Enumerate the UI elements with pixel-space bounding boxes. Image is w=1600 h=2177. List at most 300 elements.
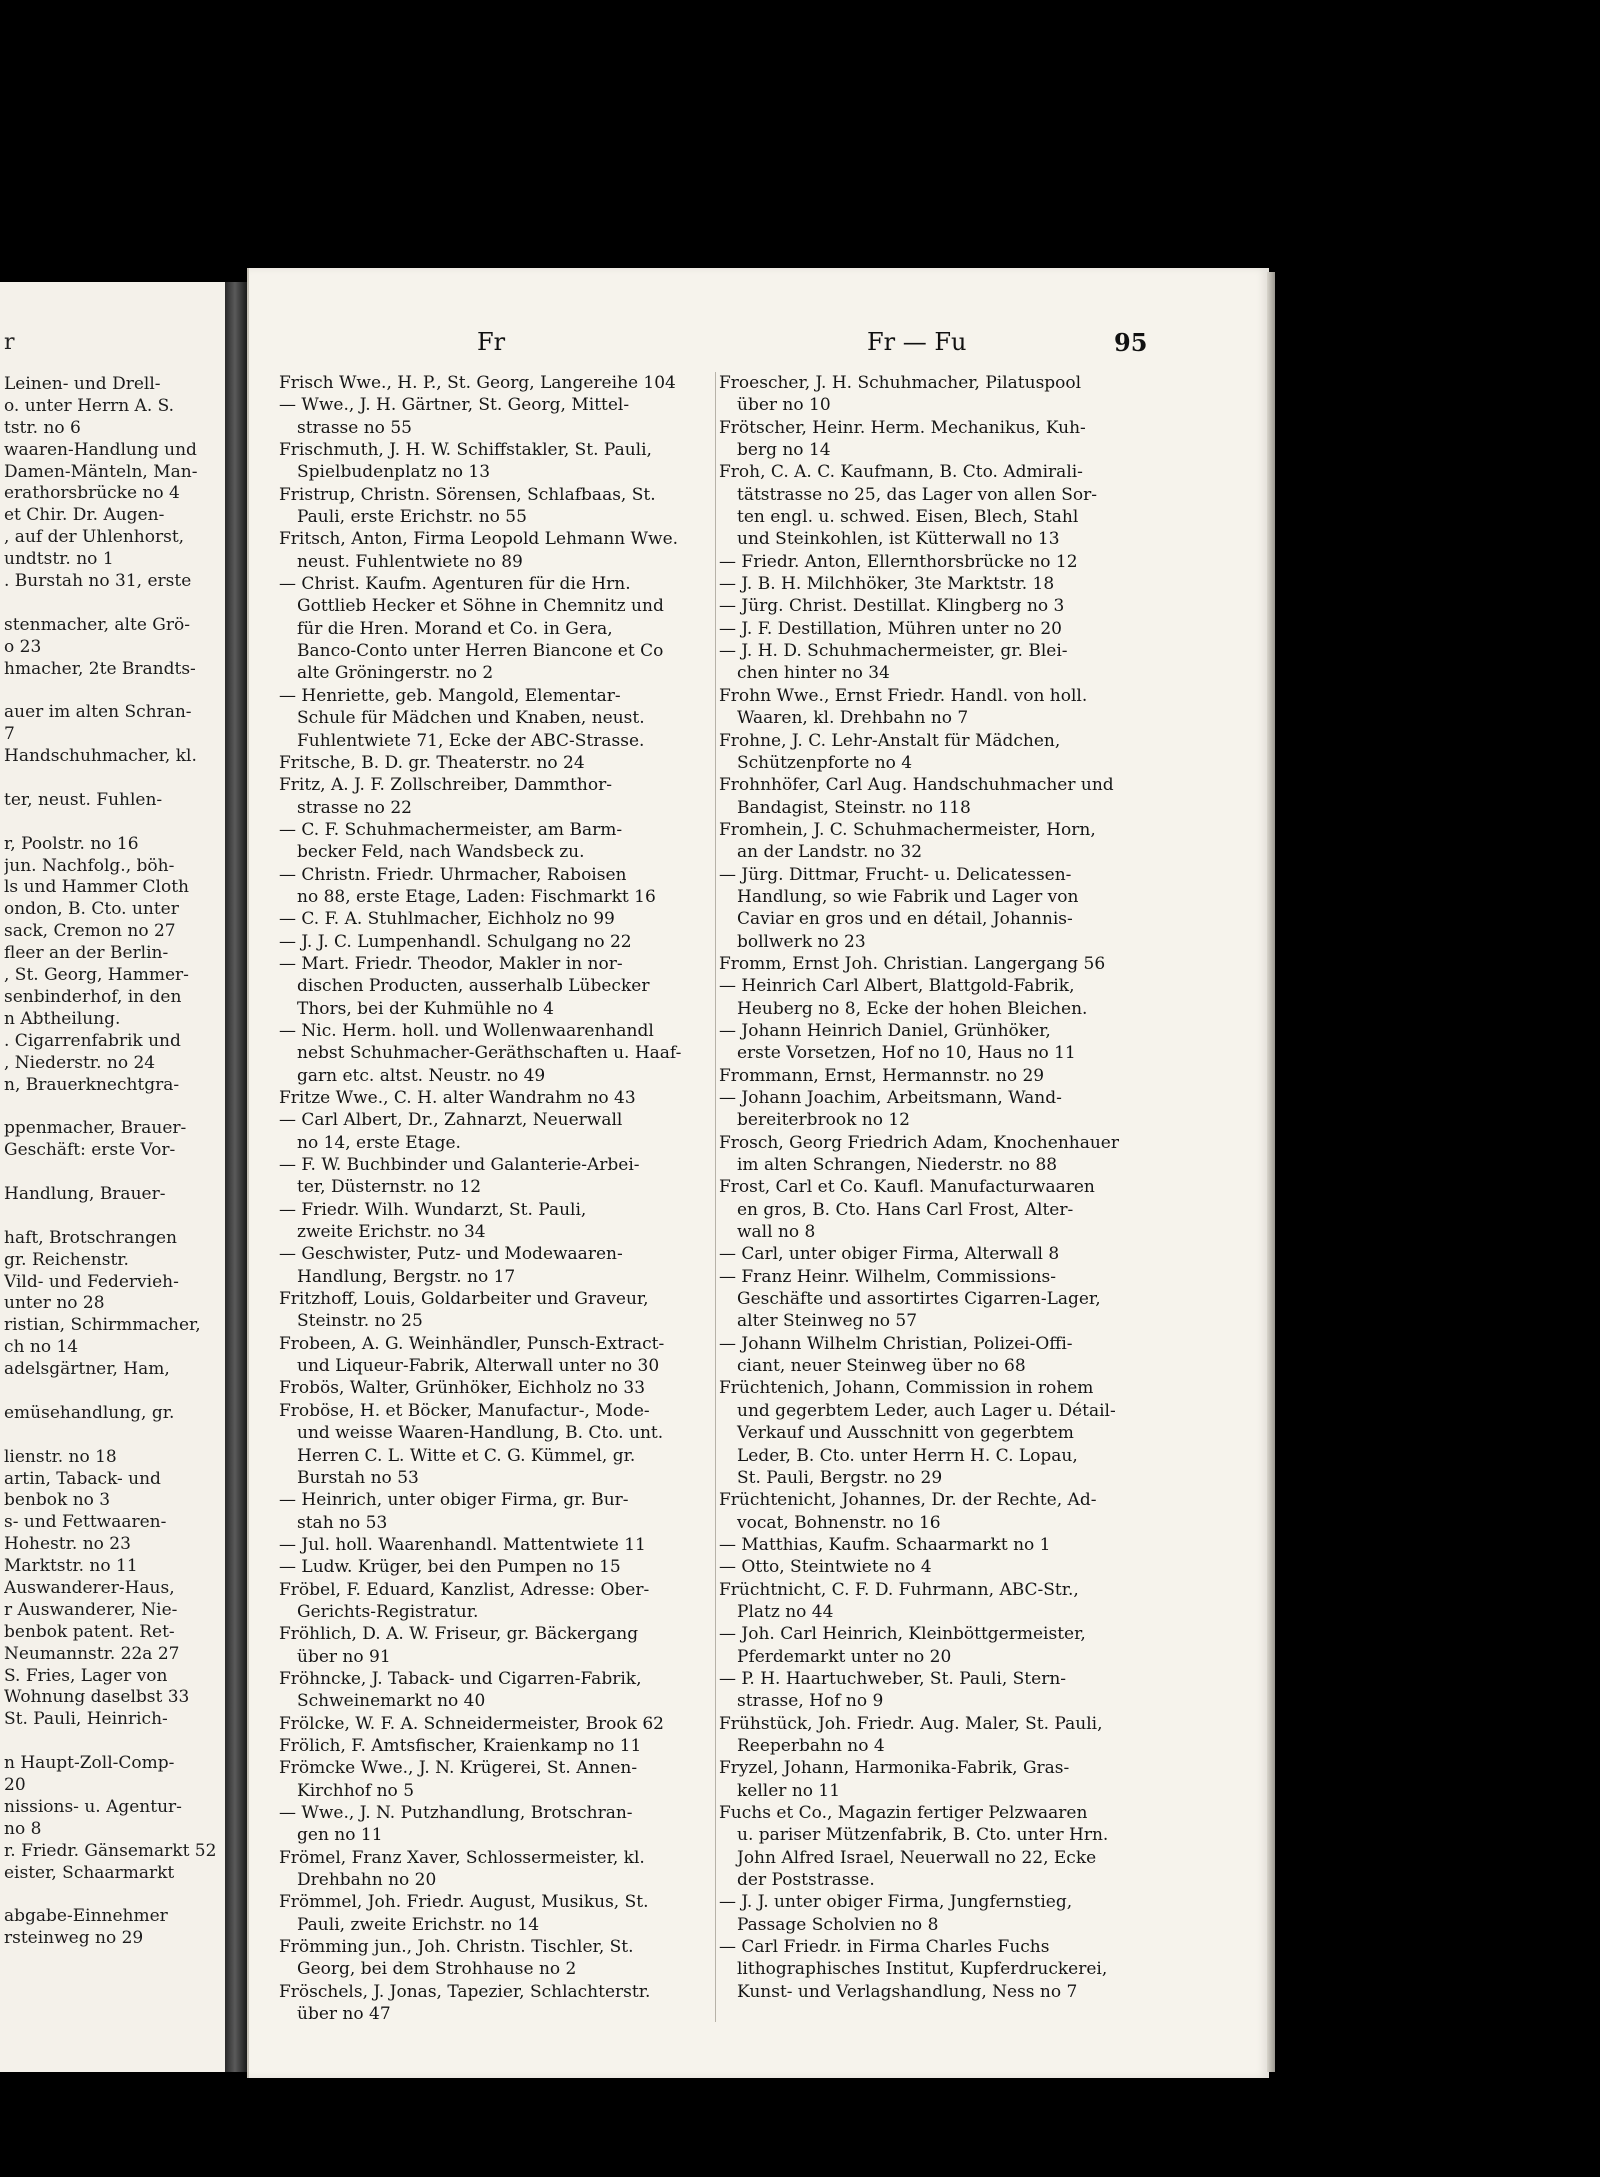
entry-line: — J. F. Destillation, Mühren unter no 20 [719, 618, 1062, 639]
entry-line: Gerichts-Registratur. [297, 1601, 479, 1622]
directory-entry [279, 1556, 719, 1578]
left-page-line: ristian, Schirmmacher, [4, 1315, 201, 1336]
entry-line: Fröbel, F. Eduard, Kanzlist, Adresse: Ober- [279, 1579, 650, 1600]
left-page-line: emüsehandlung, gr. [4, 1402, 175, 1423]
left-page-line: ls und Hammer Cloth [4, 877, 189, 898]
directory-entry [719, 1623, 1234, 1668]
left-page-line: jun. Nachfolg., böh- [4, 855, 175, 876]
entry-line: Bandagist, Steinstr. no 118 [737, 797, 971, 818]
left-page-line [4, 1884, 220, 1906]
entry-line: becker Feld, nach Wandsbeck zu. [297, 842, 585, 863]
page-number: 95 [1114, 328, 1148, 357]
running-head-right: Fr — Fu [867, 328, 967, 356]
left-page-line: ondon, B. Cto. unter [4, 899, 179, 920]
directory-entry [279, 1579, 719, 1624]
entry-line: — Johann Wilhelm Christian, Polizei-Offi- [719, 1333, 1073, 1354]
directory-entry [719, 1065, 1234, 1087]
entry-line: Georg, bei dem Strohhause no 2 [297, 1959, 577, 1980]
entry-line: — C. F. A. Stuhlmacher, Eichholz no 99 [279, 909, 615, 930]
entry-line: Frötscher, Heinr. Herm. Mechanikus, Kuh- [719, 417, 1086, 438]
left-page-line: Wohnung daselbst 33 [4, 1687, 190, 1708]
left-page-line: S. Fries, Lager von [4, 1665, 168, 1686]
left-page-line: Handschuhmacher, kl. [4, 746, 197, 767]
entry-line: neust. Fuhlentwiete no 89 [297, 551, 523, 572]
entry-line: alter Steinweg no 57 [737, 1311, 918, 1332]
entry-line: Kirchhof no 5 [297, 1780, 415, 1801]
directory-entry [719, 864, 1234, 953]
left-page-line: 20 [4, 1775, 26, 1795]
left-page-line: 7 [4, 724, 15, 745]
entry-line: St. Pauli, Bergstr. no 29 [737, 1467, 943, 1488]
left-page-line: gr. Reichenstr. [4, 1249, 129, 1270]
directory-entry [279, 1489, 719, 1534]
entry-line: Frost, Carl et Co. Kaufl. Manufacturwaaren [719, 1177, 1095, 1198]
directory-entry [719, 573, 1234, 595]
entry-line: Frohne, J. C. Lehr-Anstalt für Mädchen, [719, 730, 1061, 751]
left-page-line: ter, neust. Fuhlen- [4, 789, 163, 810]
right-page [247, 268, 1269, 2078]
directory-entry [279, 372, 719, 394]
left-page-line: n Abtheilung. [4, 1008, 121, 1029]
left-page-line: unter no 28 [4, 1293, 105, 1314]
entry-line: garn etc. altst. Neustr. no 49 [297, 1065, 546, 1086]
entry-line: no 88, erste Etage, Laden: Fischmarkt 16 [297, 886, 656, 907]
entry-line: Schule für Mädchen und Knaben, neust. [297, 708, 645, 729]
directory-entry [719, 595, 1234, 617]
left-page-line: haft, Brotschrangen [4, 1227, 177, 1248]
entry-line: — Carl Friedr. in Firma Charles Fuchs [719, 1937, 1050, 1958]
left-page-text [4, 374, 220, 1950]
entry-line: erste Vorsetzen, Hof no 10, Haus no 11 [737, 1043, 1076, 1064]
entry-line: Schweinemarkt no 40 [297, 1691, 486, 1712]
directory-entry [279, 864, 719, 909]
entry-line: über no 10 [737, 395, 831, 416]
left-page-line: o. unter Herrn A. S. [4, 395, 175, 416]
entry-line: und gegerbtem Leder, auch Lager u. Détail- [737, 1400, 1116, 1421]
directory-entry [279, 1243, 719, 1288]
entry-line: Pferdemarkt unter no 20 [737, 1646, 952, 1667]
left-page-line: , St. Georg, Hammer- [4, 965, 189, 986]
left-page-line: o 23 [4, 636, 42, 657]
entry-line: — Johann Heinrich Daniel, Grünhöker, [719, 1020, 1051, 1041]
directory-entry [279, 1891, 719, 1936]
entry-line: chen hinter no 34 [737, 663, 890, 684]
entry-line: — Wwe., J. H. Gärtner, St. Georg, Mittel- [279, 395, 630, 416]
left-page-line: auer im alten Schran- [4, 702, 192, 723]
left-page-line: abgabe-Einnehmer [4, 1906, 168, 1927]
left-page-line: sack, Cremon no 27 [4, 921, 176, 942]
directory-entry [719, 730, 1234, 775]
entry-line: strasse, Hof no 9 [737, 1691, 884, 1712]
left-page-line: benbok patent. Ret- [4, 1621, 175, 1642]
left-page-line: artin, Taback- und [4, 1468, 161, 1489]
left-page-line [4, 1162, 220, 1184]
entry-line: Fryzel, Johann, Harmonika-Fabrik, Gras- [719, 1758, 1070, 1779]
entry-line: tätstrasse no 25, das Lager von allen Sor- [737, 484, 1097, 505]
entry-line: — Franz Heinr. Wilhelm, Commissions- [719, 1266, 1056, 1287]
directory-entry [719, 1243, 1234, 1265]
left-page-line: nissions- u. Agentur- [4, 1796, 182, 1817]
directory-entry [279, 774, 719, 819]
entry-line: Handlung, Bergstr. no 17 [297, 1266, 516, 1287]
entry-line: nebst Schuhmacher-Geräthschaften u. Haaf- [297, 1043, 682, 1064]
entry-line: gen no 11 [297, 1825, 383, 1846]
left-page-line: s- und Fettwaaren- [4, 1512, 167, 1533]
entry-line: Fritsche, B. D. gr. Theaterstr. no 24 [279, 752, 585, 773]
directory-entry [719, 1020, 1234, 1065]
left-page-line: Geschäft: erste Vor- [4, 1140, 176, 1161]
left-page-line: Hohestr. no 23 [4, 1534, 131, 1555]
left-page-line: Damen-Mänteln, Man- [4, 461, 198, 482]
running-head-left: Fr [477, 328, 506, 356]
directory-entry [719, 1489, 1234, 1534]
directory-entry [719, 953, 1234, 975]
entry-line: und weisse Waaren-Handlung, B. Cto. unt. [297, 1423, 664, 1444]
entry-line: Frischmuth, J. H. W. Schiffstakler, St. Pauli, [279, 440, 652, 461]
entry-line: Kunst- und Verlagshandlung, Ness no 7 [737, 1981, 1078, 2002]
entry-line: — Jürg. Dittmar, Frucht- u. Delicatessen- [719, 864, 1072, 885]
entry-line: Fristrup, Christn. Sörensen, Schlafbaas, St. [279, 484, 656, 505]
directory-entry [279, 1735, 719, 1757]
entry-line: Pauli, zweite Erichstr. no 14 [297, 1914, 540, 1935]
directory-entry [279, 394, 719, 439]
left-page-line: Auswanderer-Haus, [4, 1577, 175, 1598]
directory-entry [719, 1377, 1234, 1489]
directory-entry [279, 1757, 719, 1802]
entry-line: Waaren, kl. Drehbahn no 7 [737, 708, 969, 729]
left-page-line [4, 1731, 220, 1753]
entry-line: Verkauf und Ausschnitt von gegerbtem [737, 1423, 1074, 1444]
directory-entry [719, 1936, 1234, 2003]
entry-line: — Carl, unter obiger Firma, Alterwall 8 [719, 1244, 1060, 1265]
left-page-line [4, 768, 220, 790]
directory-entry [279, 1981, 719, 2026]
entry-line: keller no 11 [737, 1780, 841, 1801]
entry-line: stah no 53 [297, 1512, 388, 1533]
directory-entry [279, 1020, 719, 1087]
entry-line: Reeperbahn no 4 [737, 1735, 885, 1756]
directory-entry [279, 1288, 719, 1333]
directory-entry [279, 752, 719, 774]
directory-entry [279, 819, 719, 864]
entry-line: Platz no 44 [737, 1601, 834, 1622]
left-page-line: Handlung, Brauer- [4, 1183, 166, 1204]
entry-line: — Heinrich, unter obiger Firma, gr. Bur- [279, 1490, 629, 1511]
directory-entry [719, 1266, 1234, 1333]
entry-line: — J. J. C. Lumpenhandl. Schulgang no 22 [279, 931, 632, 952]
left-page-line: St. Pauli, Heinrich- [4, 1709, 168, 1730]
left-page-line: r Auswanderer, Nie- [4, 1599, 178, 1620]
entry-line: — Geschwister, Putz- und Modewaaren- [279, 1244, 623, 1265]
left-page-line [4, 593, 220, 615]
directory-column-1 [279, 372, 719, 2025]
directory-entry [279, 908, 719, 930]
left-page-line: . Burstah no 31, erste [4, 571, 192, 592]
entry-line: Frölich, F. Amtsfischer, Kraienkamp no 11 [279, 1735, 642, 1756]
directory-entry [279, 484, 719, 529]
entry-line: Fritze Wwe., C. H. alter Wandrahm no 43 [279, 1088, 636, 1108]
entry-line: Frisch Wwe., H. P., St. Georg, Langereihe 104 [279, 373, 676, 393]
left-page-letter: r [4, 330, 15, 355]
entry-line: lithographisches Institut, Kupferdruckerei, [737, 1959, 1108, 1980]
directory-entry [279, 573, 719, 685]
left-page-line: adelsgärtner, Ham, [4, 1359, 170, 1380]
entry-line: — Johann Joachim, Arbeitsmann, Wand- [719, 1088, 1062, 1108]
left-page-line: eister, Schaarmarkt [4, 1862, 175, 1883]
entry-line: Drehbahn no 20 [297, 1870, 437, 1891]
left-page-line [4, 812, 220, 834]
entry-line: Caviar en gros und en détail, Johannis- [737, 909, 1073, 930]
left-page-line [4, 1425, 220, 1447]
directory-entry [719, 417, 1234, 462]
directory-entry [279, 1087, 719, 1109]
directory-entry [719, 1891, 1234, 1936]
directory-entry [279, 1109, 719, 1154]
entry-line: Fromm, Ernst Joh. Christian. Langergang 56 [719, 953, 1106, 974]
directory-entry [719, 1579, 1234, 1624]
directory-entry [719, 372, 1234, 417]
entry-line: für die Hren. Morand et Co. in Gera, [297, 618, 613, 639]
left-page-line: lienstr. no 18 [4, 1446, 117, 1467]
left-page-line: stenmacher, alte Grö- [4, 614, 190, 635]
entry-line: Steinstr. no 25 [297, 1311, 423, 1332]
directory-entry [719, 1333, 1234, 1378]
entry-line: zweite Erichstr. no 34 [297, 1222, 486, 1243]
entry-line: Frömcke Wwe., J. N. Krügerei, St. Annen- [279, 1758, 638, 1779]
left-page-line: Neumannstr. 22a 27 [4, 1643, 180, 1664]
entry-line: wall no 8 [737, 1222, 816, 1243]
entry-line: bereiterbrook no 12 [737, 1110, 910, 1131]
entry-line: Fritsch, Anton, Firma Leopold Lehmann Wwe. [279, 529, 679, 550]
left-page-line: rsteinweg no 29 [4, 1928, 144, 1949]
directory-entry [719, 1802, 1234, 1891]
left-page-line: ch no 14 [4, 1337, 79, 1358]
entry-line: im alten Schrangen, Niederstr. no 88 [737, 1155, 1058, 1176]
left-page-line: Leinen- und Drell- [4, 374, 161, 394]
entry-line: Froh, C. A. C. Kaufmann, B. Cto. Admirali- [719, 462, 1083, 483]
entry-line: — Henriette, geb. Mangold, Elementar- [279, 685, 621, 706]
entry-line: Froböse, H. et Böcker, Manufactur-, Mode- [279, 1400, 650, 1421]
entry-line: Thors, bei der Kuhmühle no 4 [297, 998, 554, 1019]
entry-line: ten engl. u. schwed. Eisen, Blech, Stahl [737, 507, 1079, 528]
left-page-line: hmacher, 2te Brandts- [4, 658, 196, 679]
entry-line: — Joh. Carl Heinrich, Kleinböttgermeister, [719, 1624, 1086, 1645]
entry-line: und Steinkohlen, ist Kütterwall no 13 [737, 529, 1060, 550]
entry-line: Schützenpforte no 4 [737, 752, 913, 773]
entry-line: Frobeen, A. G. Weinhändler, Punsch-Extract- [279, 1333, 665, 1354]
directory-entry [719, 461, 1234, 550]
directory-entry [279, 528, 719, 573]
left-page-line [4, 1206, 220, 1228]
entry-line: u. pariser Mützenfabrik, B. Cto. unter Hrn. [737, 1825, 1109, 1846]
directory-entry [719, 1757, 1234, 1802]
running-head [249, 328, 1269, 358]
directory-entry [719, 1087, 1234, 1132]
directory-entry [279, 1713, 719, 1735]
entry-line: Fritz, A. J. F. Zollschreiber, Dammthor- [279, 775, 612, 796]
directory-entry [719, 618, 1234, 640]
directory-entry [719, 1176, 1234, 1243]
directory-entry [279, 1154, 719, 1199]
entry-line: berg no 14 [737, 440, 831, 461]
directory-entry [279, 1936, 719, 1981]
directory-entry [279, 439, 719, 484]
left-page-line: n, Brauerknechtgra- [4, 1074, 180, 1095]
entry-line: Gottlieb Hecker et Söhne in Chemnitz und [297, 596, 664, 617]
directory-entry [719, 819, 1234, 864]
entry-line: — C. F. Schuhmachermeister, am Barm- [279, 819, 623, 840]
entry-line: — Nic. Herm. holl. und Wollenwaarenhandl [279, 1020, 654, 1041]
entry-line: Froescher, J. H. Schuhmacher, Pilatuspool [719, 373, 1082, 393]
directory-entry [719, 975, 1234, 1020]
entry-line: Frühstück, Joh. Friedr. Aug. Maler, St. Pauli, [719, 1713, 1103, 1734]
entry-line: Fuchs et Co., Magazin fertiger Pelzwaaren [719, 1803, 1088, 1823]
entry-line: Frohnhöfer, Carl Aug. Handschuhmacher und [719, 775, 1114, 796]
left-page-line: no 8 [4, 1818, 42, 1839]
entry-line: Frömming jun., Joh. Christn. Tischler, St. [279, 1937, 634, 1958]
entry-line: über no 91 [297, 1646, 391, 1667]
entry-line: Burstah no 53 [297, 1467, 419, 1488]
entry-line: Frosch, Georg Friedrich Adam, Knochenhauer [719, 1132, 1119, 1153]
entry-line: — Jürg. Christ. Destillat. Klingberg no 3 [719, 596, 1065, 617]
directory-entry [279, 1847, 719, 1892]
entry-line: Fritzhoff, Louis, Goldarbeiter und Graveur, [279, 1289, 649, 1310]
left-page-line: Marktstr. no 11 [4, 1556, 138, 1577]
entry-line: strasse no 22 [297, 797, 412, 818]
entry-line: — Otto, Steintwiete no 4 [719, 1557, 932, 1578]
entry-line: alte Gröningerstr. no 2 [297, 663, 494, 684]
left-page-line: fleer an der Berlin- [4, 943, 169, 964]
entry-line: Früchtnicht, C. F. D. Fuhrmann, ABC-Str., [719, 1579, 1079, 1600]
left-page-line: n Haupt-Zoll-Comp- [4, 1753, 175, 1774]
left-page [0, 282, 227, 2072]
entry-line: bollwerk no 23 [737, 931, 866, 952]
entry-line: Banco-Conto unter Herren Biancone et Co [297, 641, 664, 662]
entry-line: — J. H. D. Schuhmachermeister, gr. Blei- [719, 641, 1068, 662]
entry-line: Passage Scholvien no 8 [737, 1914, 939, 1935]
book-gutter [225, 282, 247, 2072]
entry-line: der Poststrasse. [737, 1870, 875, 1891]
directory-entry [279, 1802, 719, 1847]
page-edge [1267, 272, 1275, 2072]
directory-entry [279, 1623, 719, 1668]
entry-line: Handlung, so wie Fabrik und Lager von [737, 886, 1079, 907]
entry-line: Fröschels, J. Jonas, Tapezier, Schlachterstr. [279, 1981, 651, 2002]
left-page-line [4, 680, 220, 702]
entry-line: — Wwe., J. N. Putzhandlung, Brotschran- [279, 1803, 633, 1823]
directory-entry [719, 1556, 1234, 1578]
directory-entry [719, 1713, 1234, 1758]
directory-entry [719, 1534, 1234, 1556]
entry-line: — Jul. holl. Waarenhandl. Mattentwiete 11 [279, 1534, 646, 1555]
left-page-line: ppenmacher, Brauer- [4, 1118, 187, 1139]
directory-entry [279, 1377, 719, 1399]
directory-column-2 [719, 372, 1234, 2003]
left-page-line: waaren-Handlung und [4, 439, 197, 460]
entry-line: Pauli, erste Erichstr. no 55 [297, 507, 527, 528]
entry-line: — P. H. Haartuchweber, St. Pauli, Stern- [719, 1668, 1067, 1689]
entry-line: — Matthias, Kaufm. Schaarmarkt no 1 [719, 1534, 1051, 1555]
entry-line: — Friedr. Wilh. Wundarzt, St. Pauli, [279, 1199, 587, 1220]
directory-entry [279, 1668, 719, 1713]
left-page-line: Vild- und Federvieh- [4, 1271, 179, 1292]
directory-entry [719, 1132, 1234, 1177]
directory-entry [279, 931, 719, 953]
directory-entry [719, 774, 1234, 819]
left-page-line: , Niederstr. no 24 [4, 1052, 156, 1073]
directory-entry [719, 685, 1234, 730]
entry-line: Fröhlich, D. A. W. Friseur, gr. Bäckergang [279, 1624, 639, 1645]
entry-line: und Liqueur-Fabrik, Alterwall unter no 30 [297, 1356, 660, 1377]
entry-line: Herren C. L. Witte et C. G. Kümmel, gr. [297, 1445, 636, 1466]
entry-line: — Carl Albert, Dr., Zahnarzt, Neuerwall [279, 1110, 623, 1131]
entry-line: ter, Düsternstr. no 12 [297, 1177, 482, 1198]
entry-line: en gros, B. Cto. Hans Carl Frost, Alter- [737, 1199, 1074, 1220]
left-page-line: r, Poolstr. no 16 [4, 833, 139, 854]
left-page-line [4, 1381, 220, 1403]
entry-line: an der Landstr. no 32 [737, 842, 923, 863]
entry-line: John Alfred Israel, Neuerwall no 22, Ecke [737, 1847, 1097, 1868]
entry-line: — Friedr. Anton, Ellernthorsbrücke no 12 [719, 551, 1078, 572]
left-page-line: erathorsbrücke no 4 [4, 483, 180, 504]
entry-line: Frommann, Ernst, Hermannstr. no 29 [719, 1065, 1045, 1086]
left-page-line: senbinderhof, in den [4, 986, 182, 1007]
entry-line: Spielbudenplatz no 13 [297, 462, 491, 483]
entry-line: — J. B. H. Milchhöker, 3te Marktstr. 18 [719, 574, 1055, 595]
entry-line: ciant, neuer Steinweg über no 68 [737, 1356, 1026, 1377]
entry-line: — Heinrich Carl Albert, Blattgold-Fabrik, [719, 976, 1075, 997]
entry-line: Fromhein, J. C. Schuhmachermeister, Horn, [719, 819, 1096, 840]
left-page-line: r. Friedr. Gänsemarkt 52 [4, 1840, 217, 1861]
left-page-line: et Chir. Dr. Augen- [4, 505, 165, 526]
entry-line: Frölcke, W. F. A. Schneidermeister, Brook 62 [279, 1713, 664, 1734]
left-page-line: undtstr. no 1 [4, 549, 114, 570]
directory-entry [279, 1333, 719, 1378]
entry-line: dischen Producten, ausserhalb Lübecker [297, 976, 650, 997]
left-page-line: tstr. no 6 [4, 417, 81, 438]
directory-entry [279, 1199, 719, 1244]
entry-line: Leder, B. Cto. unter Herrn H. C. Lopau, [737, 1445, 1078, 1466]
entry-line: über no 47 [297, 2004, 391, 2025]
column-divider [715, 372, 716, 2022]
entry-line: Frobös, Walter, Grünhöker, Eichholz no 33 [279, 1378, 646, 1399]
left-page-line [4, 1096, 220, 1118]
entry-line: Heuberg no 8, Ecke der hohen Bleichen. [737, 998, 1088, 1019]
entry-line: no 14, erste Etage. [297, 1132, 461, 1153]
entry-line: — F. W. Buchbinder und Galanterie-Arbei- [279, 1155, 640, 1176]
directory-entry [719, 1668, 1234, 1713]
entry-line: strasse no 55 [297, 417, 412, 438]
directory-entry [279, 953, 719, 1020]
entry-line: Fröhncke, J. Taback- und Cigarren-Fabrik, [279, 1668, 642, 1689]
entry-line: Frömel, Franz Xaver, Schlossermeister, kl. [279, 1847, 645, 1868]
entry-line: — Christ. Kaufm. Agenturen für die Hrn. [279, 574, 631, 595]
entry-line: — Christn. Friedr. Uhrmacher, Raboisen [279, 864, 627, 885]
left-page-line: benbok no 3 [4, 1490, 111, 1511]
entry-line: Frömmel, Joh. Friedr. August, Musikus, St. [279, 1892, 649, 1913]
entry-line: Geschäfte und assortirtes Cigarren-Lager, [737, 1289, 1101, 1310]
entry-line: Früchtenich, Johann, Commission in rohem [719, 1378, 1094, 1399]
entry-line: — Ludw. Krüger, bei den Pumpen no 15 [279, 1557, 621, 1578]
directory-entry [279, 1534, 719, 1556]
entry-line: Frohn Wwe., Ernst Friedr. Handl. von holl. [719, 685, 1088, 706]
entry-line: — J. J. unter obiger Firma, Jungfernstieg, [719, 1892, 1073, 1913]
directory-entry [279, 1400, 719, 1489]
entry-line: Früchtenicht, Johannes, Dr. der Rechte, Ad- [719, 1490, 1097, 1511]
entry-line: — Mart. Friedr. Theodor, Makler in nor- [279, 953, 623, 974]
directory-entry [719, 551, 1234, 573]
entry-line: Fuhlentwiete 71, Ecke der ABC-Strasse. [297, 730, 645, 751]
